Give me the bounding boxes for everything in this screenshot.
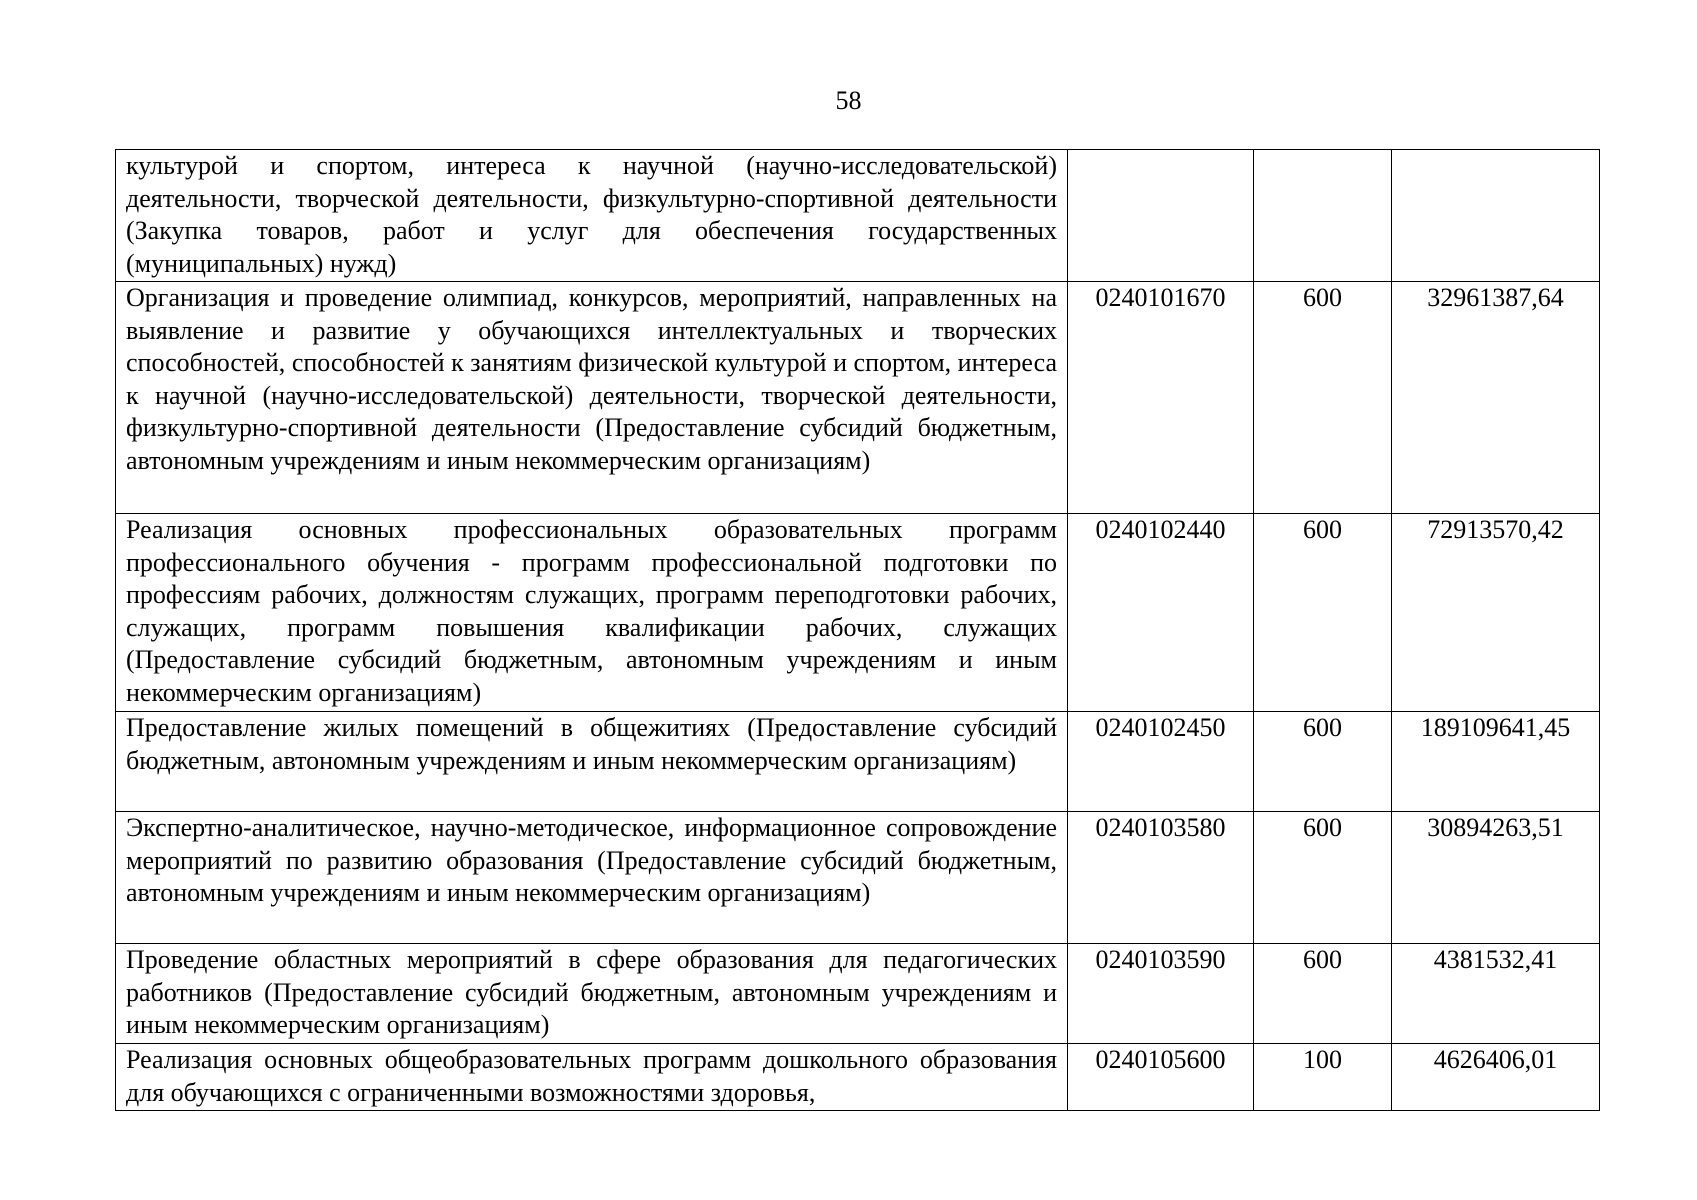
row-target-code: 0240103580 bbox=[1068, 812, 1254, 944]
table-row bbox=[116, 282, 1600, 514]
row-description: Проведение областных мероприятий в сфере образования для педагогических работников (Предоставление субсидий бюджетным, автономным учреждениям и иным некоммерческим организациям) bbox=[116, 944, 1068, 1044]
budget-table bbox=[115, 149, 1600, 1111]
table-row bbox=[116, 812, 1600, 944]
row-amount: 4381532,41 bbox=[1392, 944, 1600, 1044]
row-target-code: 0240101670 bbox=[1068, 282, 1254, 514]
row-description: Предоставление жилых помещений в общежитиях (Предоставление субсидий бюджетным, автономным учреждениям и иным некоммерческим организациям) bbox=[116, 712, 1068, 812]
row-target-code: 0240105600 bbox=[1068, 1044, 1254, 1111]
row-expense-type: 600 bbox=[1254, 944, 1392, 1044]
row-expense-type bbox=[1254, 150, 1392, 282]
row-amount: 189109641,45 bbox=[1392, 712, 1600, 812]
row-expense-type: 600 bbox=[1254, 712, 1392, 812]
row-expense-type: 100 bbox=[1254, 1044, 1392, 1111]
page-number: 58 bbox=[835, 86, 862, 115]
row-amount: 30894263,51 bbox=[1392, 812, 1600, 944]
row-target-code: 0240103590 bbox=[1068, 944, 1254, 1044]
row-expense-type: 600 bbox=[1254, 514, 1392, 712]
table-row bbox=[116, 1044, 1600, 1111]
table-row bbox=[116, 514, 1600, 712]
row-description: Реализация основных профессиональных образовательных программ профессионального обучения - программ профессиональной подготовки по профессиям рабочих, должностям служащих, программ переподготовки рабочих, служащих, программ повышения квалификации рабочих, служащих (Предоставление субсидий бюджетным, автономным учреждениям и иным некоммерческим организациям) bbox=[116, 514, 1068, 712]
row-description: культурой и спортом, интереса к научной (научно-исследовательской) деятельности, творческой деятельности, физкультурно-спортивной деятельности (Закупка товаров, работ и услуг для обеспечения государственных (муниципальных) нужд) bbox=[116, 150, 1068, 282]
row-description: Организация и проведение олимпиад, конкурсов, мероприятий, направленных на выявление и развитие у обучающихся интеллектуальных и творческих способностей, способностей к занятиям физической культурой и спортом, интереса к научной (научно-исследовательской) деятельности, творческой деятельности, физкультурно-спортивной деятельности (Предоставление субсидий бюджетным, автономным учреждениям и иным некоммерческим организациям) bbox=[116, 282, 1068, 514]
row-amount: 72913570,42 bbox=[1392, 514, 1600, 712]
row-expense-type: 600 bbox=[1254, 812, 1392, 944]
row-description: Экспертно-аналитическое, научно-методическое, информационное сопровождение мероприятий по развитию образования (Предоставление субсидий бюджетным, автономным учреждениям и иным некоммерческим организациям) bbox=[116, 812, 1068, 944]
table-row bbox=[116, 712, 1600, 812]
row-expense-type: 600 bbox=[1254, 282, 1392, 514]
row-target-code: 0240102450 bbox=[1068, 712, 1254, 812]
row-target-code bbox=[1068, 150, 1254, 282]
row-amount: 32961387,64 bbox=[1392, 282, 1600, 514]
table-row bbox=[116, 150, 1600, 282]
row-target-code: 0240102440 bbox=[1068, 514, 1254, 712]
row-amount: 4626406,01 bbox=[1392, 1044, 1600, 1111]
row-description: Реализация основных общеобразовательных программ дошкольного образования для обучающихся с ограниченными возможностями здоровья, bbox=[116, 1044, 1068, 1111]
table-row bbox=[116, 944, 1600, 1044]
row-amount bbox=[1392, 150, 1600, 282]
